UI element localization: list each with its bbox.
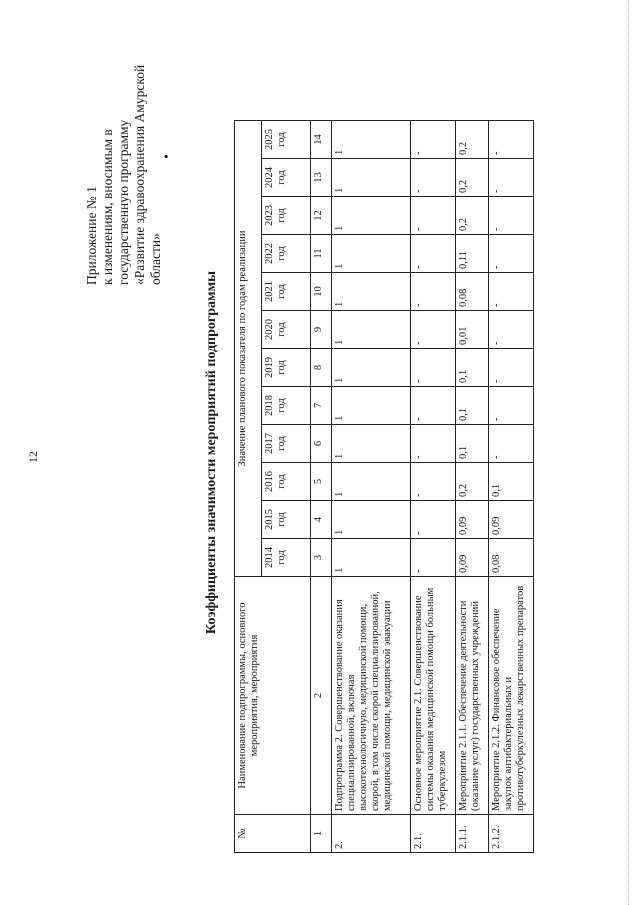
- row-value: -: [489, 311, 534, 349]
- year-header: 2014 год: [262, 539, 311, 577]
- row-value: -: [489, 425, 534, 463]
- table-header-row: [235, 121, 262, 853]
- row-value: 1: [332, 311, 411, 349]
- row-value: 0,1: [456, 387, 489, 425]
- header-number: №: [235, 815, 311, 853]
- row-name: Мероприятие 2.1.1. Обеспечение деятельности (оказание услуг) государственных учреждений: [456, 577, 489, 815]
- row-value: 1: [332, 501, 411, 539]
- row-name: Основное мероприятие 2.1. Совершенствование системы оказания медицинской помощи больным туберкулезом: [411, 577, 456, 815]
- row-value: 1: [332, 463, 411, 501]
- row-value: -: [489, 349, 534, 387]
- row-value: 1: [332, 159, 411, 197]
- row-value: 1: [332, 539, 411, 577]
- table-row: [332, 121, 411, 853]
- row-value: 0,2: [456, 121, 489, 159]
- row-value: 0,2: [456, 197, 489, 235]
- row-value: 0,11: [456, 235, 489, 273]
- row-value: 0,08: [489, 539, 534, 577]
- column-number: 7: [311, 387, 332, 425]
- row-value: 1: [332, 387, 411, 425]
- row-value: -: [489, 159, 534, 197]
- row-value: -: [411, 273, 456, 311]
- row-value: 0,1: [456, 349, 489, 387]
- row-number: 2.1.1.: [456, 815, 489, 853]
- row-value: 0,09: [456, 501, 489, 539]
- appendix-line: государственную программу: [116, 119, 131, 285]
- year-header: 2021 год: [262, 273, 311, 311]
- year-header: 2025 год: [262, 121, 311, 159]
- appendix-line: к изменениям, вносимым в: [100, 129, 115, 285]
- row-value: -: [489, 387, 534, 425]
- row-number: 2.1.2.: [489, 815, 534, 853]
- year-header: 2022 год: [262, 235, 311, 273]
- stray-mark: •: [160, 154, 175, 159]
- column-number: 9: [311, 311, 332, 349]
- table-row: [456, 121, 489, 853]
- column-number: 1: [311, 815, 332, 853]
- header-name: Наименование подпрограммы, основного мероприятия, мероприятия: [235, 577, 311, 815]
- row-number: 2.: [332, 815, 411, 853]
- row-value: -: [411, 159, 456, 197]
- row-value: -: [489, 235, 534, 273]
- row-value: -: [411, 235, 456, 273]
- header-values: Значение планового показателя по годам реализации: [235, 121, 262, 577]
- row-value: 1: [332, 425, 411, 463]
- column-number: 13: [311, 159, 332, 197]
- column-number: 5: [311, 463, 332, 501]
- year-header: 2020 год: [262, 311, 311, 349]
- row-number: 2.1.: [411, 815, 456, 853]
- column-number: 2: [311, 577, 332, 815]
- column-number: 11: [311, 235, 332, 273]
- row-value: -: [411, 121, 456, 159]
- row-value: 0,2: [456, 463, 489, 501]
- row-value: 0,2: [456, 159, 489, 197]
- row-value: 1: [332, 349, 411, 387]
- column-number: 10: [311, 273, 332, 311]
- row-value: -: [411, 311, 456, 349]
- column-number: 12: [311, 197, 332, 235]
- table-row: [489, 121, 534, 853]
- row-value: -: [411, 387, 456, 425]
- year-header: 2018 год: [262, 387, 311, 425]
- year-header: 2016 год: [262, 463, 311, 501]
- appendix-line: области»: [148, 233, 163, 285]
- row-value: 1: [332, 273, 411, 311]
- document-title: Коэффициенты значимости мероприятий подпрограммы: [204, 270, 219, 635]
- year-header: 2023 год: [262, 197, 311, 235]
- column-number: 3: [311, 539, 332, 577]
- column-number: 14: [311, 121, 332, 159]
- row-value: 1: [332, 197, 411, 235]
- appendix-note: [84, 10, 164, 285]
- coefficients-table: [234, 120, 534, 853]
- row-value: -: [411, 501, 456, 539]
- row-value: -: [411, 463, 456, 501]
- page-number: 12: [26, 451, 40, 463]
- year-header: 2019 год: [262, 349, 311, 387]
- row-value: -: [489, 273, 534, 311]
- row-value: -: [411, 349, 456, 387]
- row-value: -: [489, 197, 534, 235]
- row-value: 1: [332, 121, 411, 159]
- year-header: 2024 год: [262, 159, 311, 197]
- row-name: Подпрограмма 2. Совершенствование оказания специализированной, включая высокотехнологичную, медицинской помощи, скорой, в том числе скорой специализированной, медицинской помощи, медицинской эвакуации: [332, 577, 411, 815]
- column-number: 4: [311, 501, 332, 539]
- row-value: -: [411, 539, 456, 577]
- row-value: 0,08: [456, 273, 489, 311]
- row-value: 0,09: [456, 539, 489, 577]
- column-numbers-row: [311, 121, 332, 853]
- column-number: 8: [311, 349, 332, 387]
- row-name: Мероприятие 2.1.2. Финансовое обеспечение закупок антибактериальных и противотуберкулезных лекарственных препаратов: [489, 577, 534, 815]
- column-number: 6: [311, 425, 332, 463]
- row-value: -: [489, 121, 534, 159]
- appendix-line: «Развитие здравоохранения Амурской: [132, 64, 147, 285]
- row-value: -: [411, 425, 456, 463]
- row-value: 1: [332, 235, 411, 273]
- scan-edge-artifacts: [628, 0, 631, 905]
- row-value: 0,09: [489, 501, 534, 539]
- row-value: 0,1: [489, 463, 534, 501]
- appendix-line: Приложение № 1: [84, 186, 99, 285]
- year-header: 2015 год: [262, 501, 311, 539]
- row-value: -: [411, 197, 456, 235]
- row-value: 0,1: [456, 425, 489, 463]
- row-value: 0,01: [456, 311, 489, 349]
- year-header: 2017 год: [262, 425, 311, 463]
- table-row: [411, 121, 456, 853]
